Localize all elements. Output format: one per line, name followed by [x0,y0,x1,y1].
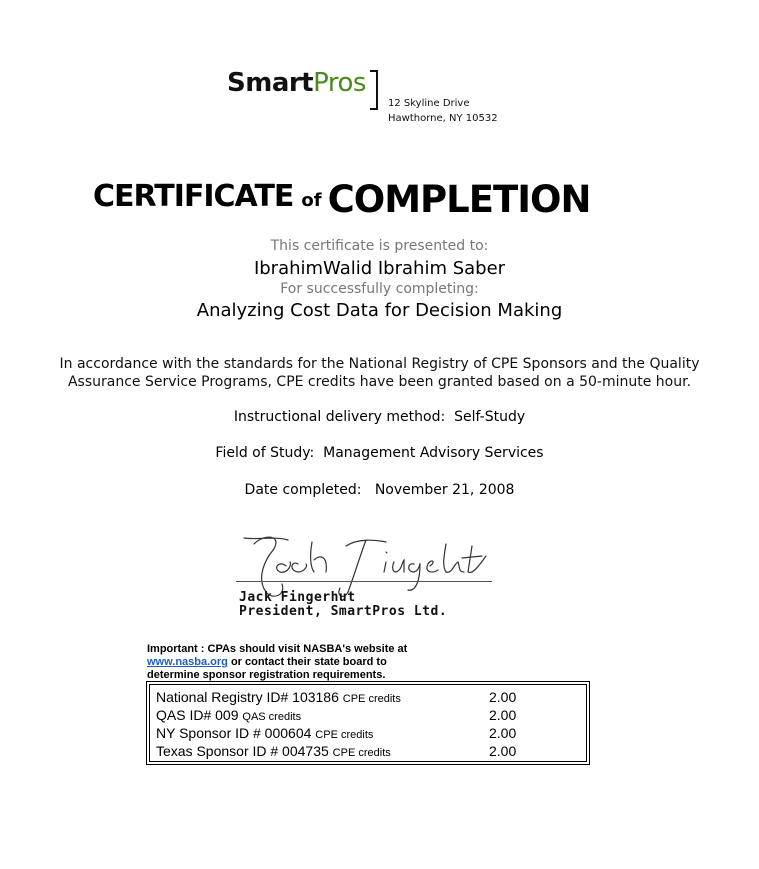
presented-label: This certificate is presented to: [270,238,489,254]
credit-value: 2.00 [489,689,517,705]
title-of: of [301,190,322,211]
important-line-3: determine sponsor registration requirements. [147,669,386,681]
signer-title: President, SmartPros Ltd. [239,604,448,619]
credits-table [146,681,590,765]
important-note [147,643,447,682]
address-line-1: 12 Skyline Drive [388,98,470,109]
credit-row-national-registry [156,688,586,706]
credit-suffix: CPE credits [332,747,391,759]
credit-suffix: CPE credits [342,693,401,705]
delivery-label: Instructional delivery method: [233,409,446,425]
credit-value: 2.00 [489,725,517,741]
important-line-1: Important : CPAs should visit NASBA's website at [147,643,408,655]
field-label: Field of Study: [215,445,315,461]
credit-label: Texas Sponsor ID # 004735 [156,743,329,759]
signer-block [239,591,447,619]
credits-table-inner [149,684,587,762]
credit-suffix: QAS credits [242,711,302,723]
signer-name: Jack Fingerhut [239,590,356,605]
recipient-name: IbrahimWalid Ibrahim Saber [253,258,506,279]
logo-pros-text: Pros [313,68,366,98]
delivery-value: Self-Study [454,409,526,425]
title-completion: COMPLETION [327,178,591,221]
accordance-line-1: In accordance with the standards for the National Registry of CPE Sponsors and the Quality [59,356,700,372]
credit-label: NY Sponsor ID # 000604 [156,725,312,741]
credit-value: 2.00 [489,707,517,723]
date-label: Date completed: [244,482,362,498]
credit-row-ny-sponsor [156,724,586,742]
certificate-title [93,178,590,221]
date-value: November 21, 2008 [374,482,515,498]
accordance-statement [0,355,759,391]
credit-row-qas [156,706,586,724]
credit-row-texas-sponsor [156,742,586,760]
credit-suffix: CPE credits [315,729,374,741]
signature-line [236,581,492,582]
completing-label: For successfully completing: [280,281,479,297]
address-line-2: Hawthorne, NY 10532 [388,113,498,124]
credit-label: National Registry ID# 103186 [156,689,339,705]
nasba-link[interactable]: www.nasba.org [147,656,228,668]
date-completed [0,482,759,498]
important-line-2 [147,656,447,669]
smartpros-logo [227,68,366,108]
important-line-2-rest: or contact their state board to [227,656,387,668]
logo-smart-text: Smart [227,68,314,98]
field-value: Management Advisory Services [323,445,544,461]
credit-value: 2.00 [489,743,517,759]
company-address [388,96,498,126]
credit-label: QAS ID# 009 [156,707,239,723]
logo-bracket [370,70,378,110]
delivery-method [0,409,759,425]
title-certificate: CERTIFICATE [93,179,294,214]
accordance-line-2: Assurance Service Programs, CPE credits have been granted based on a 50-minute hour. [67,374,692,390]
field-of-study [0,445,759,461]
course-title: Analyzing Cost Data for Decision Making [196,300,563,321]
